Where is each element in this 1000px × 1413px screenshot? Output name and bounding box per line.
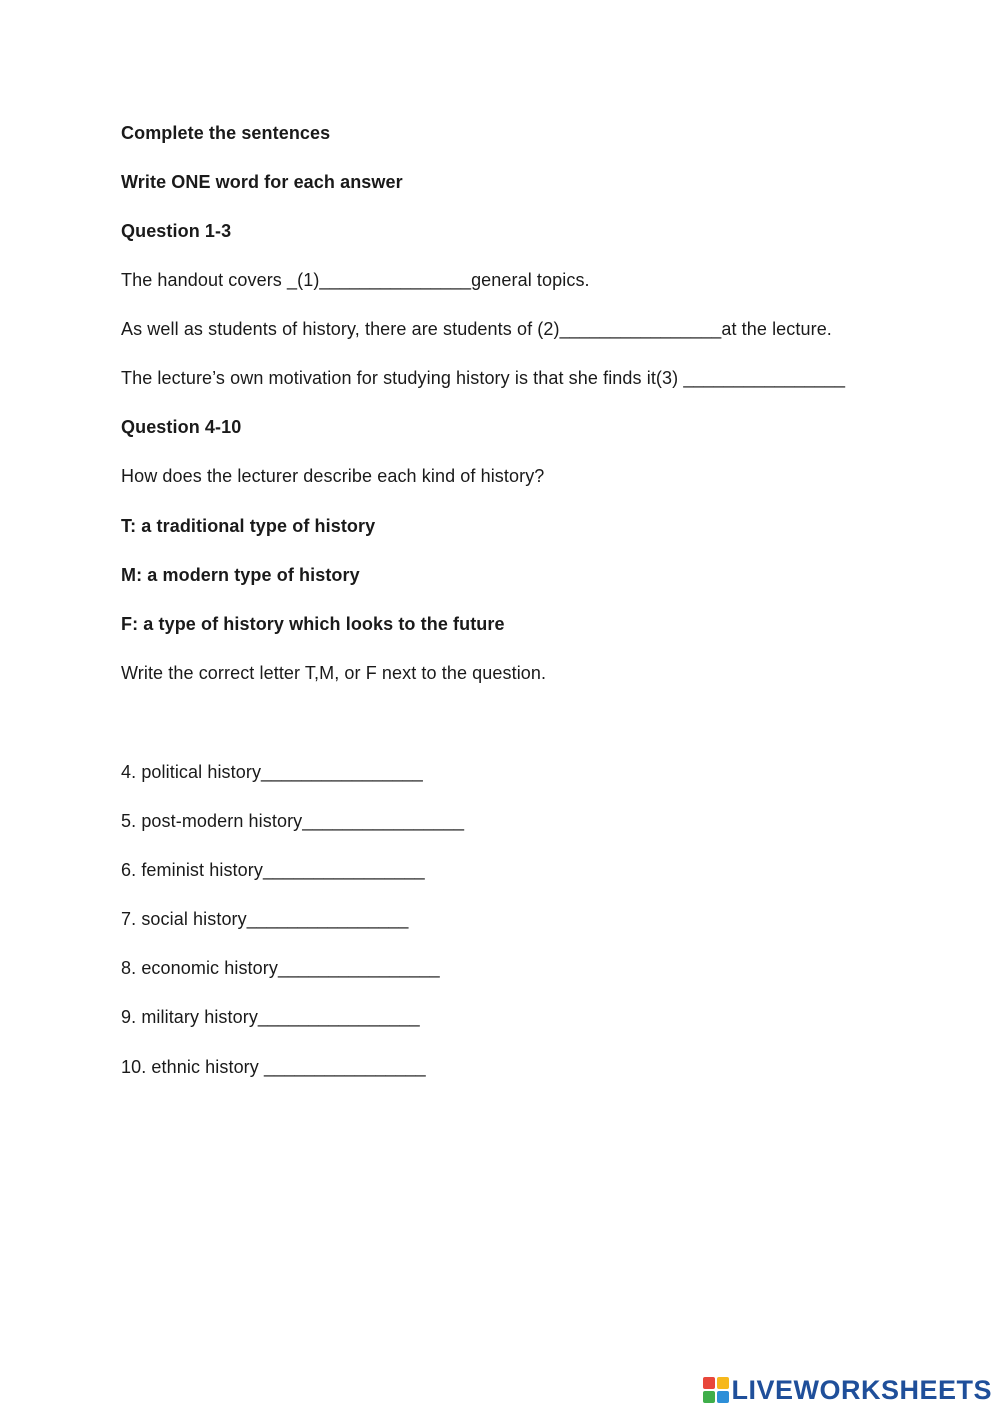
liveworksheets-mark-icon: [703, 1377, 729, 1403]
liveworksheets-brand-text: LIVEWORKSHEETS: [731, 1374, 992, 1405]
mark-square-green: [703, 1391, 715, 1403]
section-heading-4-10: Question 4-10: [121, 417, 242, 437]
question-prompt: How does the lecturer describe each kind of history?: [121, 466, 545, 486]
section-heading-1-3: Question 1-3: [121, 221, 232, 241]
heading-complete-sentences: Complete the sentences: [121, 123, 331, 143]
item-feminist-history: 6. feminist history________________: [121, 860, 425, 880]
item-military-history: 9. military history________________: [121, 1007, 420, 1027]
item-social-history: 7. social history________________: [121, 909, 409, 929]
item-political-history: 4. political history________________: [121, 762, 423, 782]
liveworksheets-logo[interactable]: [703, 1373, 992, 1407]
sentence-3: The lecture’s own motivation for studying history is that she finds it(3) ________________: [121, 368, 846, 388]
item-post-modern-history: 5. post-modern history________________: [121, 811, 465, 831]
mark-square-red: [703, 1377, 715, 1389]
item-ethnic-history: 10. ethnic history ________________: [121, 1057, 426, 1077]
sentence-2: As well as students of history, there are students of (2)________________at the lecture.: [121, 319, 832, 339]
mark-square-yellow: [717, 1377, 729, 1389]
heading-one-word: Write ONE word for each answer: [121, 172, 403, 192]
key-modern: M: a modern type of history: [121, 565, 360, 585]
mark-square-blue: [717, 1391, 729, 1403]
sentence-1: The handout covers _(1)_______________general topics.: [121, 270, 590, 290]
key-traditional: T: a traditional type of history: [121, 516, 376, 536]
key-future: F: a type of history which looks to the future: [121, 614, 505, 634]
instruction: Write the correct letter T,M, or F next to the question.: [121, 663, 547, 683]
item-economic-history: 8. economic history________________: [121, 958, 440, 978]
